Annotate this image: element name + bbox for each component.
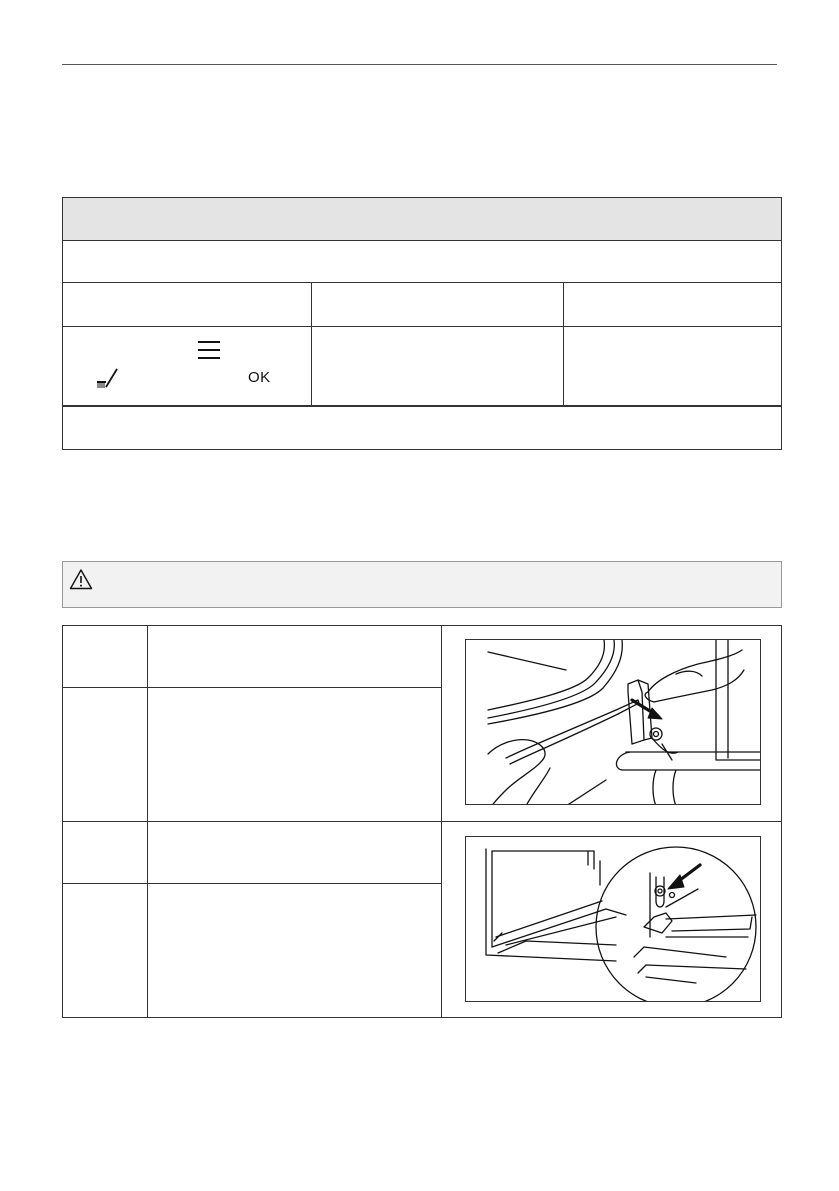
cleaning-brush-icon bbox=[95, 367, 119, 389]
header-rule bbox=[62, 64, 777, 65]
row-divider bbox=[63, 883, 441, 884]
column-divider bbox=[311, 283, 312, 326]
column-divider bbox=[563, 327, 564, 405]
table-row bbox=[63, 407, 781, 449]
menu-icon bbox=[198, 340, 220, 360]
hinge-illustration bbox=[466, 640, 761, 805]
door-removal-steps-table bbox=[62, 625, 782, 1018]
ok-icon: OK bbox=[248, 369, 271, 386]
door-hinge-screwdriver-figure bbox=[465, 639, 761, 805]
hinge-lock-illustration bbox=[466, 837, 761, 1002]
warning-triangle-icon bbox=[69, 568, 93, 590]
table-row bbox=[63, 327, 781, 407]
row-divider bbox=[63, 821, 781, 822]
column-divider bbox=[563, 283, 564, 326]
warning-box bbox=[62, 561, 782, 608]
row-divider bbox=[63, 687, 441, 688]
table-row bbox=[63, 241, 781, 283]
column-divider bbox=[311, 327, 312, 405]
table-header-row bbox=[63, 198, 781, 241]
door-hinge-lock-figure bbox=[465, 836, 761, 1002]
table-row bbox=[63, 283, 781, 327]
cleaning-settings-table bbox=[62, 197, 782, 450]
